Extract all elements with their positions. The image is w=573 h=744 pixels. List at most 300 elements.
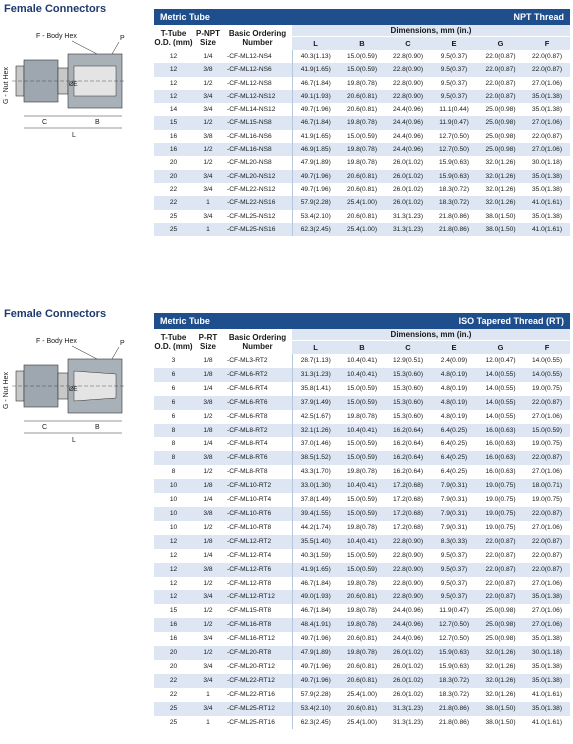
- table-row: [154, 183, 570, 196]
- table-row: [154, 451, 570, 465]
- table-cell: -CF-ML12-RT2: [223, 535, 292, 549]
- table-cell: 22.0(0.87): [524, 451, 570, 465]
- table-cell: 22.0(0.87): [524, 507, 570, 521]
- table-cell: 1/8: [193, 368, 223, 382]
- dim-col-header: C: [385, 37, 431, 51]
- table-cell: 15.0(0.59): [339, 437, 385, 451]
- table-row: [154, 618, 570, 632]
- table-cell: 22.8(0.90): [385, 50, 431, 63]
- table-cell: -CF-ML20-NS8: [223, 156, 292, 169]
- table-row: [154, 424, 570, 438]
- table-cell: 3/4: [193, 103, 223, 116]
- table-cell: 43.3(1.70): [292, 465, 339, 479]
- table-cell: 1/8: [193, 424, 223, 438]
- table-cell: 35.8(1.41): [292, 382, 339, 396]
- table-cell: 19.8(0.78): [339, 577, 385, 591]
- table-cell: -CF-ML10-RT6: [223, 507, 292, 521]
- ordering-number-header: Basic Ordering Number: [223, 25, 292, 50]
- table-cell: 22.0(0.87): [524, 396, 570, 410]
- table-cell: 31.3(1.23): [292, 368, 339, 382]
- table-cell: 15.0(0.59): [339, 507, 385, 521]
- table-cell: 30.0(1.18): [524, 156, 570, 169]
- table-cell: 32.0(1.26): [477, 660, 524, 674]
- dim-col-header: E: [431, 341, 477, 355]
- table-cell: 10: [154, 479, 193, 493]
- table-cell: 7.9(0.31): [431, 479, 477, 493]
- table-cell: 38.0(1.50): [477, 716, 524, 730]
- table-cell: 4.8(0.19): [431, 368, 477, 382]
- table-cell: 3/4: [193, 183, 223, 196]
- table-cell: 10.4(0.41): [339, 354, 385, 368]
- table-cell: 25.0(0.98): [477, 103, 524, 116]
- table-cell: 11.1(0.44): [431, 103, 477, 116]
- table-cell: 6: [154, 410, 193, 424]
- table-cell: 53.4(2.10): [292, 702, 339, 716]
- table-row: [154, 646, 570, 660]
- table-cell: 1/8: [193, 479, 223, 493]
- table-cell: 10.4(0.41): [339, 424, 385, 438]
- table-cell: 28.7(1.13): [292, 354, 339, 368]
- table-cell: 15.0(0.59): [339, 382, 385, 396]
- table-cell: -CF-ML20-NS12: [223, 170, 292, 183]
- table-cell: -CF-ML12-RT8: [223, 577, 292, 591]
- table-header-bar: [154, 9, 570, 25]
- table-row: [154, 716, 570, 730]
- table-cell: 26.0(1.02): [385, 688, 431, 702]
- table-cell: 25.4(1.00): [339, 716, 385, 730]
- table-row: [154, 210, 570, 223]
- table-cell: 3/4: [193, 702, 223, 716]
- table-cell: 22.0(0.87): [477, 590, 524, 604]
- table-cell: 35.0(1.38): [524, 170, 570, 183]
- table-cell: 41.0(1.61): [524, 196, 570, 209]
- table-cell: -CF-ML22-RT12: [223, 674, 292, 688]
- npt-table: [154, 25, 570, 236]
- table-cell: 27.0(1.06): [524, 116, 570, 129]
- table-cell: -CF-ML16-RT12: [223, 632, 292, 646]
- table-cell: 16.2(0.64): [385, 451, 431, 465]
- table-cell: 6.4(0.25): [431, 437, 477, 451]
- table-cell: 1: [193, 223, 223, 236]
- table-cell: 24.4(0.96): [385, 143, 431, 156]
- thread-type-label: ISO Tapered Thread (RT): [458, 316, 564, 326]
- table-cell: 21.8(0.86): [431, 702, 477, 716]
- tube-od-header: T-Tube O.D. (mm): [154, 25, 193, 50]
- table-cell: 17.2(0.68): [385, 507, 431, 521]
- table-cell: 32.0(1.26): [477, 688, 524, 702]
- table-cell: 9.5(0.37): [431, 590, 477, 604]
- connector-drawing: [2, 329, 132, 449]
- table-cell: 37.8(1.49): [292, 493, 339, 507]
- table-cell: 27.0(1.06): [524, 618, 570, 632]
- table-cell: 19.8(0.78): [339, 77, 385, 90]
- dim-col-header: B: [339, 341, 385, 355]
- table-cell: 20.6(0.81): [339, 183, 385, 196]
- table-cell: 32.0(1.26): [477, 674, 524, 688]
- table-cell: 19.0(0.75): [477, 493, 524, 507]
- table-cell: 1/2: [193, 646, 223, 660]
- table-cell: 3/8: [193, 451, 223, 465]
- table-cell: 6.4(0.25): [431, 424, 477, 438]
- table-cell: 22.0(0.87): [477, 549, 524, 563]
- table-cell: 20: [154, 646, 193, 660]
- dim-col-header: C: [385, 341, 431, 355]
- table-cell: 37.9(1.49): [292, 396, 339, 410]
- table-cell: 26.0(1.02): [385, 196, 431, 209]
- table-cell: 27.0(1.06): [524, 521, 570, 535]
- table-cell: 3: [154, 354, 193, 368]
- table-cell: 21.8(0.86): [431, 210, 477, 223]
- table-cell: 32.0(1.26): [477, 156, 524, 169]
- table-cell: 20.6(0.81): [339, 632, 385, 646]
- table-cell: 22.0(0.87): [477, 63, 524, 76]
- table-cell: 19.8(0.78): [339, 116, 385, 129]
- table-cell: 20: [154, 660, 193, 674]
- table-cell: 39.4(1.55): [292, 507, 339, 521]
- thread-size-header: P-RT Size: [193, 329, 223, 354]
- table-row: [154, 170, 570, 183]
- table-cell: 49.0(1.93): [292, 590, 339, 604]
- table-cell: 46.7(1.84): [292, 577, 339, 591]
- dim-col-header: E: [431, 37, 477, 51]
- table-row: [154, 156, 570, 169]
- table-cell: 11.9(0.47): [431, 116, 477, 129]
- table-cell: 12: [154, 563, 193, 577]
- table-cell: -CF-ML12-RT6: [223, 563, 292, 577]
- table-cell: 10: [154, 493, 193, 507]
- table-cell: -CF-ML15-RT8: [223, 604, 292, 618]
- table-cell: 49.7(1.96): [292, 660, 339, 674]
- table-cell: 1/8: [193, 354, 223, 368]
- table-cell: 8.3(0.33): [431, 535, 477, 549]
- table-cell: 12.0(0.47): [477, 354, 524, 368]
- table-cell: 20.6(0.81): [339, 170, 385, 183]
- dim-col-header: F: [524, 37, 570, 51]
- table-cell: 1/8: [193, 535, 223, 549]
- table-cell: 22.8(0.90): [385, 63, 431, 76]
- table-cell: -CF-ML12-NS12: [223, 90, 292, 103]
- table-cell: -CF-ML25-NS12: [223, 210, 292, 223]
- table-cell: 25.0(0.98): [477, 130, 524, 143]
- table-cell: 49.7(1.96): [292, 674, 339, 688]
- table-cell: 22.0(0.87): [477, 50, 524, 63]
- table-cell: 8: [154, 424, 193, 438]
- table-cell: 25.0(0.98): [477, 143, 524, 156]
- table-cell: 14: [154, 103, 193, 116]
- table-cell: 26.0(1.02): [385, 646, 431, 660]
- table-cell: 15.3(0.60): [385, 410, 431, 424]
- table-cell: 19.0(0.75): [524, 493, 570, 507]
- table-row: [154, 521, 570, 535]
- table-cell: 9.5(0.37): [431, 63, 477, 76]
- e-label: ØE: [69, 82, 78, 88]
- table-cell: 16.0(0.63): [477, 451, 524, 465]
- table-row: [154, 368, 570, 382]
- table-row: [154, 604, 570, 618]
- table-cell: 49.7(1.96): [292, 170, 339, 183]
- section-title: Female Connectors: [4, 308, 107, 320]
- table-cell: 19.8(0.78): [339, 156, 385, 169]
- table-cell: 32.0(1.26): [477, 183, 524, 196]
- table-cell: 47.9(1.89): [292, 156, 339, 169]
- table-cell: 6: [154, 368, 193, 382]
- table-cell: 15.0(0.59): [339, 493, 385, 507]
- p-label: P: [120, 35, 125, 42]
- table-cell: -CF-ML3-RT2: [223, 354, 292, 368]
- table-cell: 12.7(0.50): [431, 130, 477, 143]
- table-cell: 3/8: [193, 130, 223, 143]
- section-rt: [0, 305, 573, 744]
- table-cell: 35.0(1.38): [524, 674, 570, 688]
- table-cell: 3/4: [193, 90, 223, 103]
- table-cell: 3/8: [193, 507, 223, 521]
- table-cell: 22.8(0.90): [385, 577, 431, 591]
- table-cell: 48.4(1.91): [292, 618, 339, 632]
- nut-hex-label: G - Nut Hex: [3, 372, 10, 409]
- table-row: [154, 549, 570, 563]
- table-cell: 14.0(0.55): [477, 410, 524, 424]
- table-cell: 35.0(1.38): [524, 632, 570, 646]
- table-cell: 22.8(0.90): [385, 77, 431, 90]
- dimensions-header: Dimensions, mm (in.): [292, 329, 570, 341]
- table-cell: 8: [154, 451, 193, 465]
- nut-hex-label: G - Nut Hex: [3, 67, 10, 104]
- table-row: [154, 493, 570, 507]
- table-cell: 22.0(0.87): [524, 50, 570, 63]
- p-label: P: [120, 340, 125, 347]
- table-cell: 1/2: [193, 521, 223, 535]
- table-cell: 16.2(0.64): [385, 437, 431, 451]
- table-row: [154, 577, 570, 591]
- table-cell: 31.3(1.23): [385, 223, 431, 236]
- table-cell: 18.3(0.72): [431, 688, 477, 702]
- table-cell: 3/4: [193, 170, 223, 183]
- table-cell: 32.1(1.26): [292, 424, 339, 438]
- table-cell: 57.9(2.28): [292, 196, 339, 209]
- table-cell: 25.4(1.00): [339, 688, 385, 702]
- table-cell: 2.4(0.09): [431, 354, 477, 368]
- table-cell: 22.0(0.87): [524, 535, 570, 549]
- table-cell: 12.7(0.50): [431, 632, 477, 646]
- table-cell: -CF-ML8-RT2: [223, 424, 292, 438]
- table-cell: 20.6(0.81): [339, 702, 385, 716]
- table-cell: 1/2: [193, 143, 223, 156]
- table-cell: -CF-ML22-RT16: [223, 688, 292, 702]
- table-cell: 22.0(0.87): [477, 77, 524, 90]
- dim-col-header: G: [477, 341, 524, 355]
- table-cell: 22: [154, 674, 193, 688]
- table-cell: 38.0(1.50): [477, 210, 524, 223]
- table-cell: -CF-ML16-NS6: [223, 130, 292, 143]
- table-cell: 19.0(0.75): [477, 521, 524, 535]
- table-cell: 41.9(1.65): [292, 63, 339, 76]
- table-row: [154, 63, 570, 76]
- table-cell: 1/2: [193, 410, 223, 424]
- tube-od-header: T-Tube O.D. (mm): [154, 329, 193, 354]
- table-cell: 19.8(0.78): [339, 143, 385, 156]
- table-cell: 21.8(0.86): [431, 716, 477, 730]
- table-cell: 16: [154, 130, 193, 143]
- table-cell: 17.2(0.68): [385, 479, 431, 493]
- table-cell: 19.8(0.78): [339, 646, 385, 660]
- table-cell: 47.9(1.89): [292, 646, 339, 660]
- table-cell: 22: [154, 183, 193, 196]
- table-cell: 19.0(0.75): [477, 479, 524, 493]
- table-row: [154, 77, 570, 90]
- table-cell: 41.0(1.61): [524, 688, 570, 702]
- ordering-number-header: Basic Ordering Number: [223, 329, 292, 354]
- dim-col-header: L: [292, 341, 339, 355]
- table-cell: -CF-ML12-RT12: [223, 590, 292, 604]
- table-cell: 12: [154, 90, 193, 103]
- table-cell: 15.0(0.59): [339, 563, 385, 577]
- body-hex-label: F - Body Hex: [36, 33, 77, 40]
- body-hex-label: F - Body Hex: [36, 338, 77, 345]
- table-cell: 25.4(1.00): [339, 196, 385, 209]
- table-cell: 19.8(0.78): [339, 410, 385, 424]
- table-cell: 49.7(1.96): [292, 183, 339, 196]
- table-cell: 1/4: [193, 50, 223, 63]
- table-cell: 32.0(1.26): [477, 170, 524, 183]
- table-cell: 12: [154, 50, 193, 63]
- table-cell: 18.3(0.72): [431, 183, 477, 196]
- table-cell: 22.0(0.87): [477, 535, 524, 549]
- table-row: [154, 130, 570, 143]
- table-row: [154, 354, 570, 368]
- table-cell: 1/2: [193, 156, 223, 169]
- table-cell: 15.0(0.59): [339, 50, 385, 63]
- table-cell: 22.0(0.87): [524, 549, 570, 563]
- table-cell: 22: [154, 196, 193, 209]
- dim-col-header: G: [477, 37, 524, 51]
- table-cell: 26.0(1.02): [385, 674, 431, 688]
- table-cell: 62.3(2.45): [292, 716, 339, 730]
- table-cell: 25.0(0.98): [477, 618, 524, 632]
- table-cell: 18.3(0.72): [431, 196, 477, 209]
- table-cell: 15.9(0.63): [431, 170, 477, 183]
- rt-table: [154, 329, 570, 729]
- table-cell: -CF-ML6-RT8: [223, 410, 292, 424]
- table-cell: 24.4(0.96): [385, 103, 431, 116]
- table-cell: 38.0(1.50): [477, 223, 524, 236]
- table-cell: 32.0(1.26): [477, 196, 524, 209]
- table-cell: 22.0(0.87): [477, 563, 524, 577]
- table-cell: 49.7(1.96): [292, 103, 339, 116]
- table-cell: 24.4(0.96): [385, 130, 431, 143]
- table-cell: 22: [154, 688, 193, 702]
- table-cell: 15.9(0.63): [431, 660, 477, 674]
- table-cell: 15.3(0.60): [385, 396, 431, 410]
- table-cell: -CF-ML10-RT8: [223, 521, 292, 535]
- table-cell: 1/2: [193, 116, 223, 129]
- table-cell: 15.0(0.59): [524, 424, 570, 438]
- table-cell: 26.0(1.02): [385, 183, 431, 196]
- table-cell: 35.0(1.38): [524, 590, 570, 604]
- table-cell: 8: [154, 465, 193, 479]
- table-cell: -CF-ML20-RT12: [223, 660, 292, 674]
- table-cell: -CF-ML12-NS4: [223, 50, 292, 63]
- section-npt: [0, 0, 573, 300]
- table-cell: 9.5(0.37): [431, 577, 477, 591]
- table-cell: 27.0(1.06): [524, 465, 570, 479]
- table-cell: 12.7(0.50): [431, 618, 477, 632]
- table-cell: 16.2(0.64): [385, 424, 431, 438]
- table-cell: 9.5(0.37): [431, 90, 477, 103]
- table-cell: 9.5(0.37): [431, 50, 477, 63]
- table-row: [154, 535, 570, 549]
- dim-col-header: B: [339, 37, 385, 51]
- table-row: [154, 660, 570, 674]
- table-cell: 46.9(1.85): [292, 143, 339, 156]
- table-cell: 25.0(0.98): [477, 632, 524, 646]
- table-cell: 22.0(0.87): [524, 130, 570, 143]
- thread-size-header: P-NPT Size: [193, 25, 223, 50]
- table-cell: 19.8(0.78): [339, 521, 385, 535]
- table-cell: 15.9(0.63): [431, 646, 477, 660]
- table-cell: 10.4(0.41): [339, 479, 385, 493]
- table-cell: 1/2: [193, 604, 223, 618]
- table-cell: 57.9(2.28): [292, 688, 339, 702]
- table-row: [154, 410, 570, 424]
- table-cell: 3/8: [193, 63, 223, 76]
- table-cell: -CF-ML15-NS8: [223, 116, 292, 129]
- table-row: [154, 116, 570, 129]
- table-cell: 14.0(0.55): [524, 354, 570, 368]
- table-row: [154, 50, 570, 63]
- table-cell: 15.9(0.63): [431, 156, 477, 169]
- table-cell: 12.7(0.50): [431, 143, 477, 156]
- table-cell: 6.4(0.25): [431, 451, 477, 465]
- table-cell: 25: [154, 716, 193, 730]
- table-cell: 1/4: [193, 382, 223, 396]
- table-cell: 26.0(1.02): [385, 170, 431, 183]
- table-cell: 32.0(1.26): [477, 646, 524, 660]
- table-cell: 9.5(0.37): [431, 549, 477, 563]
- table-cell: -CF-ML12-NS8: [223, 77, 292, 90]
- table-cell: -CF-ML6-RT6: [223, 396, 292, 410]
- table-cell: 35.0(1.38): [524, 210, 570, 223]
- b-label: B: [95, 119, 100, 126]
- table-cell: 25.0(0.98): [477, 116, 524, 129]
- table-cell: 35.0(1.38): [524, 702, 570, 716]
- table-cell: 3/4: [193, 632, 223, 646]
- table-cell: 30.0(1.18): [524, 646, 570, 660]
- table-cell: 16: [154, 143, 193, 156]
- table-cell: 27.0(1.06): [524, 410, 570, 424]
- table-cell: 46.7(1.84): [292, 77, 339, 90]
- table-cell: 24.4(0.96): [385, 618, 431, 632]
- table-cell: 22.0(0.87): [477, 577, 524, 591]
- tube-type-label: Metric Tube: [160, 316, 210, 326]
- dimensions-header: Dimensions, mm (in.): [292, 25, 570, 37]
- table-cell: -CF-ML8-RT4: [223, 437, 292, 451]
- c-label: C: [42, 424, 48, 431]
- table-row: [154, 563, 570, 577]
- table-cell: 35.0(1.38): [524, 660, 570, 674]
- table-cell: 12: [154, 535, 193, 549]
- table-cell: 16.2(0.64): [385, 465, 431, 479]
- table-row: [154, 590, 570, 604]
- table-row: [154, 382, 570, 396]
- table-cell: -CF-ML12-NS6: [223, 63, 292, 76]
- table-cell: 19.0(0.75): [524, 382, 570, 396]
- table-row: [154, 702, 570, 716]
- table-cell: 9.5(0.37): [431, 563, 477, 577]
- table-row: [154, 674, 570, 688]
- table-cell: -CF-ML25-RT16: [223, 716, 292, 730]
- table-row: [154, 465, 570, 479]
- table-cell: 41.0(1.61): [524, 223, 570, 236]
